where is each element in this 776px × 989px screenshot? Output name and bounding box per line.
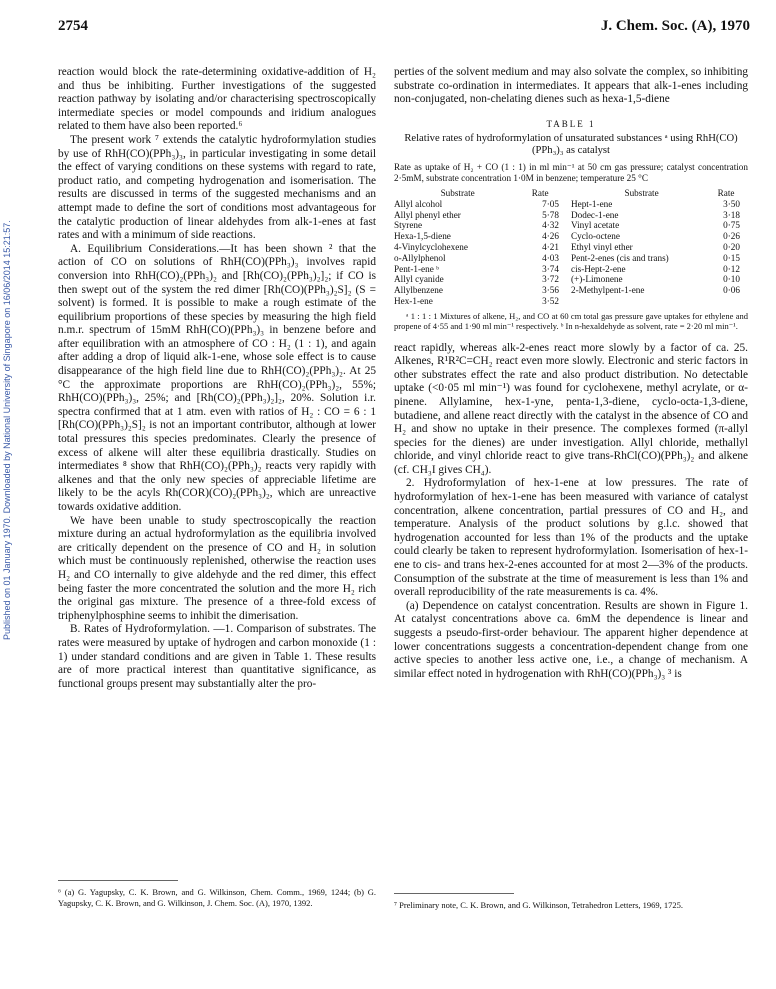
substrate-cell: Dodec-1-ene <box>571 209 619 220</box>
left-column <box>58 66 376 691</box>
table-row <box>394 231 571 242</box>
substrate-cell: Hept-1-ene <box>571 198 613 209</box>
table-row <box>571 285 748 296</box>
table-row <box>571 274 748 285</box>
table-row <box>394 285 571 296</box>
substrate-cell: Allyl cyanide <box>394 274 444 285</box>
paragraph: 2. Hydroformylation of hex-1-ene at low pressures. The rate of hydroformylation of hex-1-ene has been measured with variance of catalyst concentration, alkene concentration, partial pressures of CO and H₂, and temperature. Analysis of the product solutions by g.l.c. showed that hydrogenation accounted for less than 1% of the products and the uptake could clearly be taken to represent hydroformylation. Isomerisation of hex-1-ene to cis- and trans hex-2-enes accounted for at most 2—3% of the products. Consumption of the substrate at the time of measurement is less than 1% and overall reproducibility of the rate measurements is ca. 4%. <box>394 477 748 599</box>
table-row <box>571 210 748 221</box>
table-row <box>571 231 748 242</box>
rate-cell: 0·75 <box>723 220 740 231</box>
paragraph: We have been unable to study spectroscopically the reaction mixture during an actual hydroformylation as the equilibria involved are critically dependent on the presence of CO and H₂ in solution which must be continuously replenished, otherwise the reaction uses H₂ and CO internally to give aldehyde and the red dimer, this effect being faster the more concentrated the solution and the more H₂ rich the original gas mixture. The presence of a three-fold excess of triphenylphosphine seems to inhibit the dimerisation. <box>58 514 376 622</box>
substrate-cell: Cyclo-octene <box>571 231 620 242</box>
rate-cell: 4·26 <box>542 231 559 242</box>
substrate-cell: 4-Vinylcyclohexene <box>394 241 468 252</box>
footnotes-right <box>394 893 748 911</box>
footnotes-left <box>58 880 376 909</box>
footnote-rule <box>58 880 178 881</box>
rate-cell: 3·52 <box>542 295 559 306</box>
table-row <box>571 253 748 264</box>
paragraph: B. Rates of Hydroformylation. —1. Comparison of substrates. The rates were measured by uptake of hydrogen and carbon monoxide (1 : 1) under standard conditions and are given in Table 1. These results are of more practical interest than quantitative significance, as functional groups present may substantially alter the pro- <box>58 623 376 690</box>
column-header-substrate: Substrate <box>440 187 475 198</box>
column-header-rate: Rate <box>717 187 735 198</box>
table-row <box>394 220 571 231</box>
substrate-cell: Hexa-1,5-diene <box>394 231 451 242</box>
table-row <box>571 242 748 253</box>
table-label: TABLE 1 <box>546 118 596 129</box>
table-grid <box>394 188 748 307</box>
rate-cell: 0·26 <box>723 231 740 242</box>
rate-cell: 0·20 <box>723 241 740 252</box>
footnote-rule <box>394 893 514 894</box>
substrate-cell: Allyl alcohol <box>394 198 443 209</box>
paragraph: react rapidly, whereas alk-2-enes react more slowly by a factor of ca. 25. Alkenes, R¹R²C=CH₂ react even more slowly. Electronic and steric factors in other substrates effect the rate and also product distribution. No detectable uptake (<0·05 ml min⁻¹) was found for cyclohexene, methyl acrylate, or α-pinene. Allylamine, hex-1-yne, penta-1,3-diene, cyclo-octa-1,3-diene, butadiene, and allene react directly with the catalyst in the absence of CO and H₂ and show no uptake in their presence. The complexes formed (π-allyl species for the dienes) are under investigation. Allyl chloride, methallyl chloride, and vinyl chloride react to give trans-RhCl(CO)(PPh₃)₂ and alkene (cf. CH₃I gives CH₄). <box>394 341 748 476</box>
substrate-cell: Pent-2-enes (cis and trans) <box>571 252 669 263</box>
table-row <box>394 242 571 253</box>
rate-cell: 0·15 <box>723 252 740 263</box>
table-header-row <box>394 188 571 199</box>
substrate-cell: cis-Hept-2-ene <box>571 263 626 274</box>
rate-cell: 0·12 <box>723 263 740 274</box>
table-row <box>571 220 748 231</box>
table-footnote: ᵃ 1 : 1 : 1 Mixtures of alkene, H₂, and CO at 60 cm total gas pressure gave uptakes for ethylene and propene of 4·55 and 1·90 ml min⁻¹ respectively. ᵇ In n-hexaldehyde as solvent, rate = 2·20 ml min⁻¹. <box>394 310 748 332</box>
substrate-cell: (+)-Limonene <box>571 274 623 285</box>
footnote: ⁶ (a) G. Yagupsky, C. K. Brown, and G. Wilkinson, Chem. Comm., 1969, 1244; (b) G. Yagupsky, C. K. Brown, and G. Wilkinson, J. Chem. Soc. (A), 1970, 1392. <box>58 887 376 908</box>
table-row <box>571 199 748 210</box>
rate-cell: 0·10 <box>723 274 740 285</box>
table-row <box>394 296 571 307</box>
right-column <box>394 66 748 681</box>
substrate-cell: Allyl phenyl ether <box>394 209 461 220</box>
table-row <box>394 253 571 264</box>
substrate-cell: o-Allylphenol <box>394 252 446 263</box>
table-half-left <box>394 188 571 307</box>
download-watermark: Published on 01 January 1970. Downloaded by National University of Singapore on 16/06/2014 15:21:57. <box>2 220 12 640</box>
rate-cell: 3·18 <box>723 209 740 220</box>
rate-cell: 3·72 <box>542 274 559 285</box>
substrate-cell: Hex-1-ene <box>394 295 433 306</box>
rate-cell: 0·06 <box>723 285 740 296</box>
paragraph: (a) Dependence on catalyst concentration. Results are shown in Figure 1. At catalyst concentrations above ca. 6mM the dependence is linear and suggests a pseudo-first-order behaviour. The apparent higher dependence at lower concentrations suggests a concentration-dependent change from one active species to another less active one, i.e., a change of mechanism. A similar effect noted in hydrogenation with RhH(CO)(PPh₃)₃ ³ is <box>394 599 748 680</box>
paragraph: reaction would block the rate-determining oxidative-addition of H₂ and thus be inhibiting. Further investigations of the suggested reaction pathway by isolating and/or characterising spectroscopically intermediate species or model compounds and iridium analogues related to them have also been reported.⁶ <box>58 66 376 133</box>
substrate-cell: Pent-1-ene ᵇ <box>394 263 439 274</box>
table-row <box>394 264 571 275</box>
rate-cell: 7·05 <box>542 198 559 209</box>
paragraph: The present work ⁷ extends the catalytic hydroformylation studies by use of RhH(CO)(PPh₃)₃, in particular investigating in some detail the effect of varying conditions on these systems with regard to rate, product ratio, and competing hydrogenation and isomerisation. The results are discussed in terms of the suggested mechanisms and an attempt made to define the sort of conditions most advantageous for the catalytic production of linear aldehydes from alk-1-enes at fast rates and with a minimum of side reactions. <box>58 133 376 242</box>
table-row <box>394 274 571 285</box>
page-number: 2754 <box>58 18 88 34</box>
footnote: ⁷ Preliminary note, C. K. Brown, and G. Wilkinson, Tetrahedron Letters, 1969, 1725. <box>394 900 684 910</box>
rate-cell: 3·50 <box>723 198 740 209</box>
substrate-cell: 2-Methylpent-1-ene <box>571 285 645 296</box>
table-row <box>394 210 571 221</box>
substrate-cell: Ethyl vinyl ether <box>571 241 633 252</box>
rate-cell: 5·78 <box>542 209 559 220</box>
rate-cell: 3·74 <box>542 263 559 274</box>
rate-cell: 3·56 <box>542 285 559 296</box>
table-1 <box>394 119 748 332</box>
rate-cell: 4·21 <box>542 241 559 252</box>
paragraph: perties of the solvent medium and may also solvate the complex, so inhibiting substrate co-ordination in intermediates. It appears that alk-1-enes including non-conjugated, non-chelating dienes such as hexa-1,5-diene <box>394 66 748 106</box>
substrate-cell: Styrene <box>394 220 423 231</box>
table-caption: Relative rates of hydroformylation of unsaturated substances ᵃ using RhH(CO)(PPh₃)₃ as catalyst <box>404 132 738 157</box>
column-header-substrate: Substrate <box>624 187 659 198</box>
table-half-right <box>571 188 748 307</box>
paragraph: A. Equilibrium Considerations.—It has been shown ² that the action of CO on solutions of RhH(CO)(PPh₃)₃ involves rapid conversion into RhH(CO)₂(PPh₃)₂ and [Rh(CO)₂(PPh₃)₂]₂; if CO is then swept out of the system the red dimer [Rh(CO)(PPh₃)₂S]₂ (S = solvent) is formed. It is possible to make a rough estimate of the equilibrium proportions of these species by measuring the high field n.m.r. spectrum of 15mM RhH(CO)(PPh₃)₃ in benzene before and after equilibration with an atmosphere of CO : H₂ (1 : 1), and again after adding a drop of liquid alk-1-ene, whose sole effect is to cause disappearance of the high field line due to RhH(CO)₂(PPh₃)₂. At 25 °C the approximate proportions are RhH(CO)₂(PPh₃)₂, 55%; RhH(CO)(PPh₃)₃, 25%; and [Rh(CO)₂(PPh₃)₂]₂, 20%. Solution i.r. spectra confirmed that at 1 atm. even with ratios of H₂ : CO = 6 : 1 [Rh(CO)(PPh₃)₂S]₂ is not an important contributor, although at lower total pressures this species predominates. Clearly the presence of excess of alkene will alter these equilibria drastically. Studies on intermediates ⁸ show that RhH(CO)₂(PPh₃)₂ reacts very rapidly with alkenes and that the only new species of appreciable lifetime are likely to be the acyls Rh(COR)(CO)₂(PPh₃)₂, which are unreactive towards oxidative addition. <box>58 242 376 513</box>
table-header-row <box>571 188 748 199</box>
journal-header: J. Chem. Soc. (A), 1970 <box>600 18 750 34</box>
table-row <box>571 264 748 275</box>
table-row <box>394 199 571 210</box>
substrate-cell: Vinyl acetate <box>571 220 620 231</box>
rate-cell: 4·32 <box>542 220 559 231</box>
column-header-rate: Rate <box>531 187 549 198</box>
substrate-cell: Allylbenzene <box>394 285 443 296</box>
table-conditions: Rate as uptake of H₂ + CO (1 : 1) in ml min⁻¹ at 50 cm gas pressure; catalyst concentration 2·5mM, substrate concentration 1·0M in benzene; temperature 25 °C <box>394 161 748 183</box>
rate-cell: 4·03 <box>542 252 559 263</box>
